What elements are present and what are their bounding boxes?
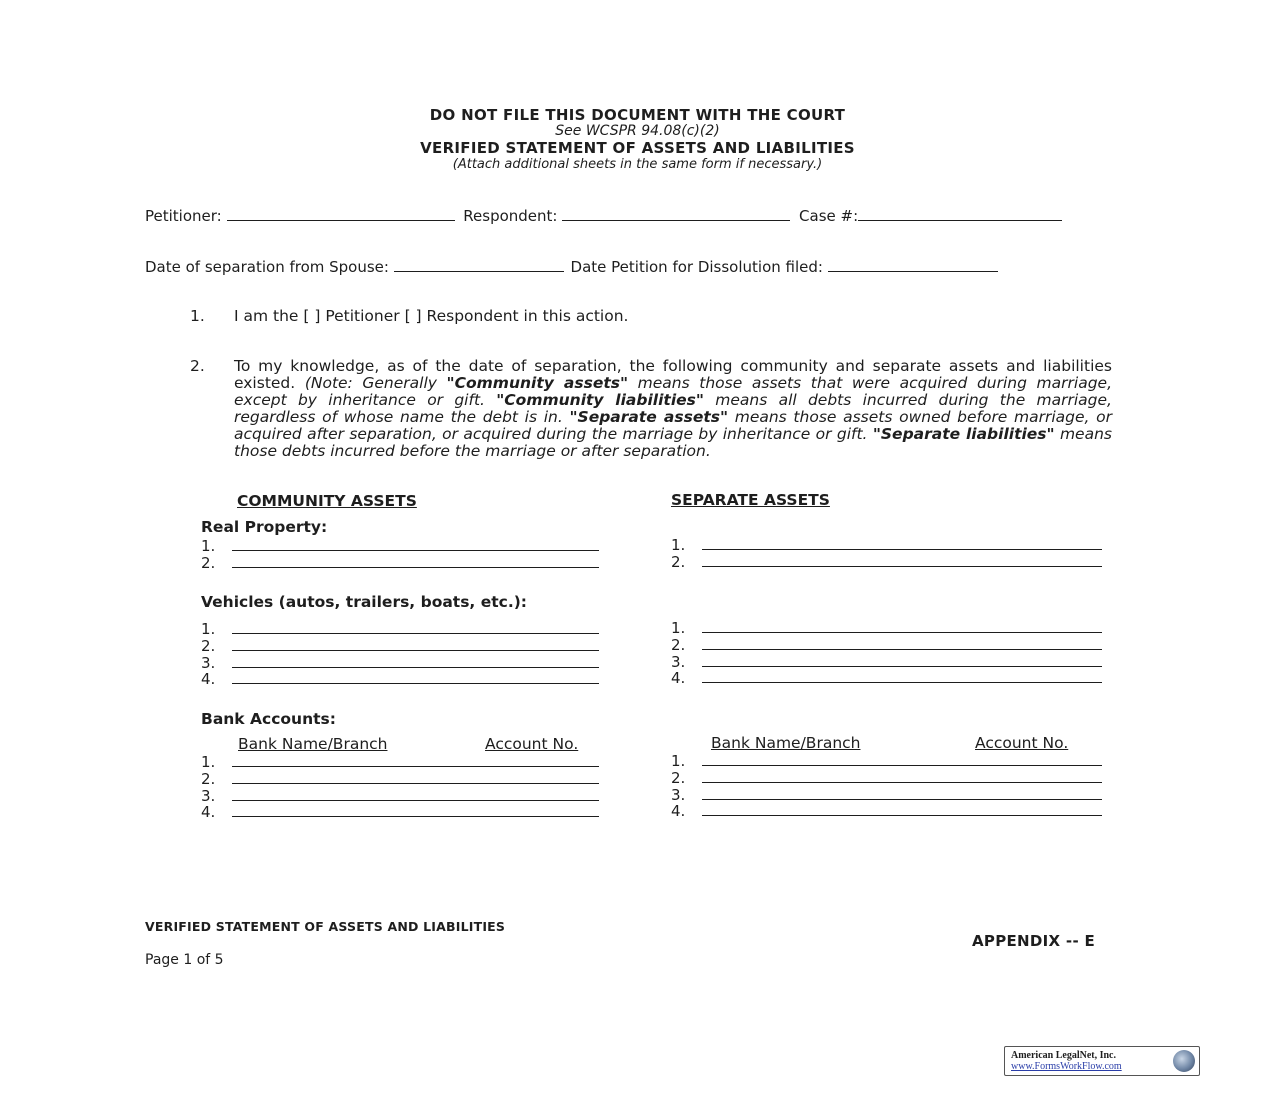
term-community-liabilities: "Community liabilities"	[496, 391, 704, 409]
bank-separate-entry-line[interactable]	[702, 782, 1102, 783]
def-separate-assets: means those assets owned before marriage, or acquired after separation, or acquired during the marriage by inheritance or gift.	[234, 408, 1112, 443]
row-number: 2.	[201, 553, 216, 572]
row-number: 3.	[671, 785, 686, 804]
vehicles-community-entry-line[interactable]	[232, 667, 599, 668]
vehicles-separate-entry-line[interactable]	[702, 666, 1102, 667]
respondent-field[interactable]	[562, 206, 790, 221]
note-open: (Note: Generally	[304, 374, 447, 392]
bank-separate-row-4	[671, 801, 1102, 821]
community-bank-name-column: Bank Name/Branch	[238, 735, 388, 753]
row-number: 1.	[671, 536, 686, 554]
real-property-community-entry-line[interactable]	[232, 567, 599, 568]
vehicles-separate-entry-line[interactable]	[702, 632, 1102, 633]
bank-community-row-1	[201, 752, 599, 769]
row-number: 4.	[671, 669, 686, 688]
row-number: 3.	[671, 652, 686, 671]
vehicles-community-entry-line[interactable]	[232, 633, 599, 634]
def-community-liabilities: means all debts incurred during the marriage, regardless of whose name the debt is in.	[234, 391, 1112, 426]
community-assets-title: COMMUNITY ASSETS	[237, 492, 417, 510]
vehicles-community-row-2	[201, 636, 599, 653]
row-number: 2.	[201, 636, 216, 655]
vehicles-separate-entry-line[interactable]	[702, 649, 1102, 650]
real-property-community-row-1	[201, 536, 599, 553]
attach-sheets-note: (Attach additional sheets in the same form if necessary.)	[452, 157, 823, 172]
def-separate-liabilities: means those debts incurred before the marriage or after separation.	[234, 425, 1112, 460]
bank-accounts-heading: Bank Accounts:	[201, 710, 336, 728]
vehicles-separate-row-2	[671, 635, 1102, 652]
separate-account-no-column: Account No.	[975, 734, 1069, 752]
bank-separate-entry-line[interactable]	[702, 815, 1102, 816]
separate-assets-title: SEPARATE ASSETS	[671, 491, 830, 509]
real-property-separate-entry-line[interactable]	[702, 549, 1102, 550]
separate-bank-name-column: Bank Name/Branch	[711, 734, 861, 752]
row-number: 1.	[201, 620, 216, 638]
separation-date-label: Date of separation from Spouse:	[145, 258, 389, 276]
row-number: 2.	[671, 552, 686, 571]
respondent-label: Respondent:	[463, 207, 558, 225]
community-account-no-column: Account No.	[485, 735, 579, 753]
row-number: 2.	[671, 635, 686, 654]
row-number: 1.	[201, 753, 216, 771]
vehicles-community-entry-line[interactable]	[232, 683, 599, 684]
bank-separate-row-2	[671, 768, 1102, 785]
bank-separate-row-3	[671, 785, 1102, 802]
row-number: 4.	[201, 803, 216, 822]
bank-community-entry-line[interactable]	[232, 800, 599, 801]
rule-reference: See WCSPR 94.08(c)(2)	[555, 123, 720, 139]
appendix-label: APPENDIX -- E	[972, 932, 1096, 950]
real-property-separate-entry-line[interactable]	[702, 566, 1102, 567]
vehicles-community-row-4	[201, 669, 599, 689]
bank-community-entry-line[interactable]	[232, 783, 599, 784]
real-property-heading: Real Property:	[201, 518, 328, 536]
logo-url-link[interactable]: www.FormsWorkFlow.com	[1011, 1061, 1122, 1072]
footer-form-title: VERIFIED STATEMENT OF ASSETS AND LIABILITIES	[145, 919, 506, 934]
vehicles-separate-entry-line[interactable]	[702, 682, 1102, 683]
case-number-label: Case #:	[799, 207, 859, 225]
bank-community-row-2	[201, 769, 599, 786]
bank-separate-entry-line[interactable]	[702, 799, 1102, 800]
definitions-note	[234, 374, 1112, 460]
vehicles-community-row-3	[201, 653, 599, 670]
row-number: 1.	[671, 752, 686, 770]
term-separate-liabilities: "Separate liabilities"	[872, 425, 1055, 443]
row-number: 1.	[671, 619, 686, 637]
vehicles-separate-row-3	[671, 652, 1102, 669]
logo-company-name: American LegalNet, Inc.	[1011, 1050, 1116, 1061]
item-1-text: I am the [ ] Petitioner [ ] Respondent in this action.	[234, 307, 629, 325]
item-2-paragraph	[234, 358, 1112, 460]
real-property-community-entry-line[interactable]	[232, 550, 599, 551]
real-property-separate-row-1	[671, 535, 1102, 552]
row-number: 2.	[201, 769, 216, 788]
dissolution-date-field[interactable]	[828, 257, 998, 272]
vehicles-community-row-1	[201, 619, 599, 636]
do-not-file-heading: DO NOT FILE THIS DOCUMENT WITH THE COURT	[429, 106, 846, 124]
bank-community-entry-line[interactable]	[232, 816, 599, 817]
globe-icon	[1173, 1050, 1195, 1072]
american-legalnet-logo[interactable]	[1004, 1046, 1200, 1076]
item-2-intro: To my knowledge, as of the date of separation, the following community and separate assets and liabilities existed.	[234, 357, 1112, 392]
vehicles-separate-row-1	[671, 618, 1102, 635]
real-property-separate-row-2	[671, 552, 1102, 569]
term-community-assets: "Community assets"	[446, 374, 629, 392]
bank-separate-row-1	[671, 751, 1102, 768]
bank-community-row-4	[201, 802, 599, 822]
petitioner-field[interactable]	[227, 206, 455, 221]
bank-community-entry-line[interactable]	[232, 766, 599, 767]
row-number: 3.	[201, 786, 216, 805]
party-fields-row	[145, 206, 1062, 225]
vehicles-separate-row-4	[671, 668, 1102, 688]
dissolution-date-label: Date Petition for Dissolution filed:	[570, 258, 823, 276]
date-fields-row	[145, 257, 998, 276]
item-1-number: 1.	[190, 307, 205, 325]
petitioner-label: Petitioner:	[145, 207, 222, 225]
row-number: 1.	[201, 537, 216, 555]
item-2-number: 2.	[190, 357, 205, 375]
document-title: VERIFIED STATEMENT OF ASSETS AND LIABILITIES	[420, 139, 855, 157]
term-separate-assets: "Separate assets"	[569, 408, 729, 426]
def-community-assets: means those assets that were acquired during marriage, except by inheritance or gift.	[234, 374, 1112, 409]
case-number-field[interactable]	[858, 206, 1062, 221]
row-number: 2.	[671, 768, 686, 787]
row-number: 4.	[201, 670, 216, 689]
separation-date-field[interactable]	[394, 257, 564, 272]
bank-separate-entry-line[interactable]	[702, 765, 1102, 766]
page-number: Page 1 of 5	[145, 952, 224, 968]
row-number: 3.	[201, 653, 216, 672]
row-number: 4.	[671, 802, 686, 821]
bank-community-row-3	[201, 786, 599, 803]
vehicles-community-entry-line[interactable]	[232, 650, 599, 651]
real-property-community-row-2	[201, 553, 599, 570]
vehicles-heading: Vehicles (autos, trailers, boats, etc.):	[201, 593, 527, 611]
